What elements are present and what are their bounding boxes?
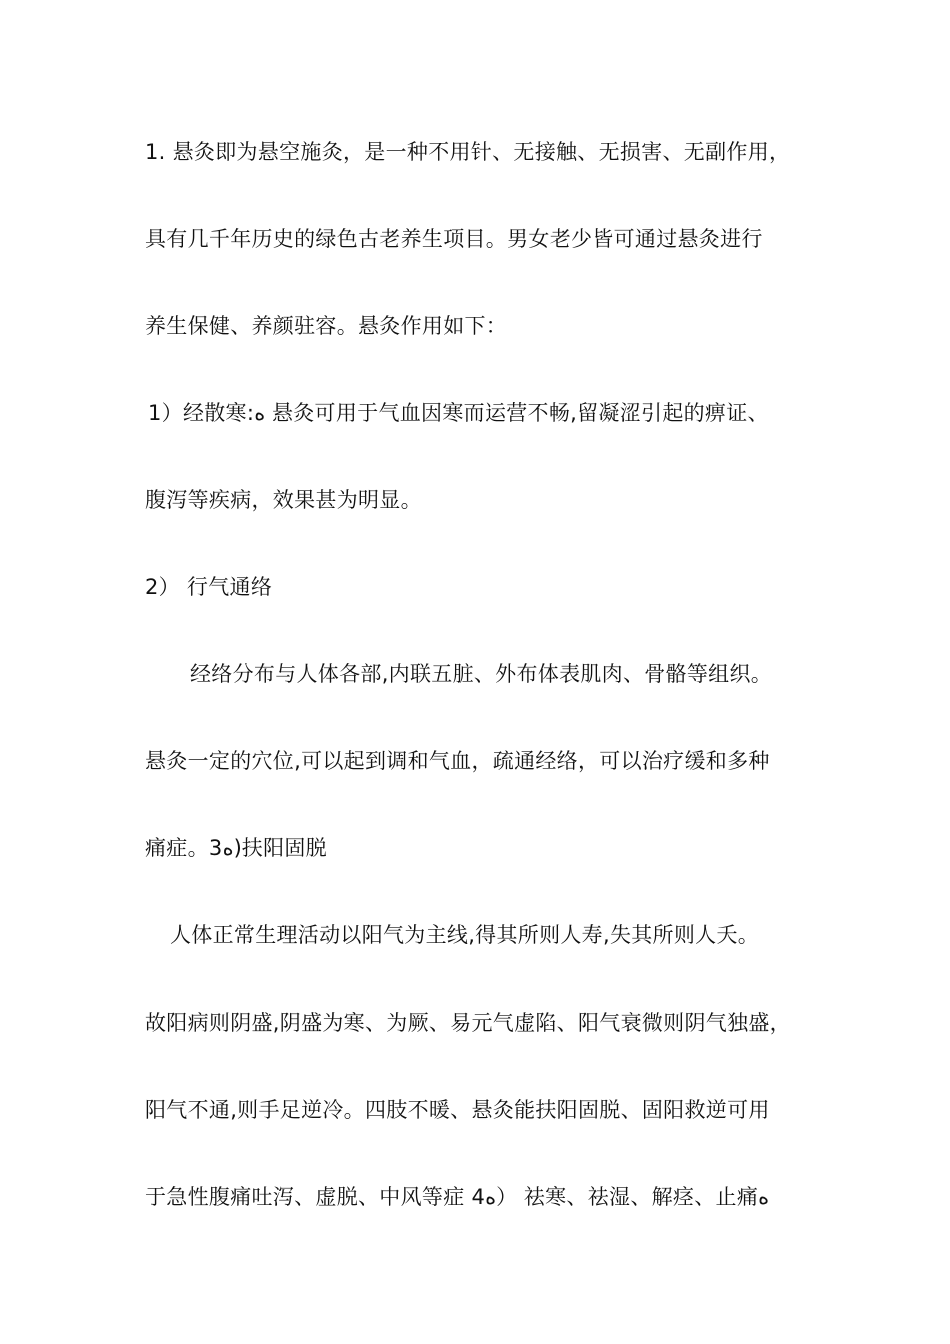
text-line-2: 具有几千年历史的绿色古老养生项目。男女老少皆可通过悬灸进行 xyxy=(145,227,763,251)
text-line-3: 养生保健、养颜驻容。悬灸作用如下： xyxy=(145,314,508,338)
text-line-7: 经络分布与人体各部,内联五脏、外布体表肌肉、骨骼等组织。 xyxy=(190,662,773,686)
text-line-9: 痛症。3ه)扶阳固脱 xyxy=(145,836,327,860)
text-line-10: 人体正常生理活动以阳气为主线,得其所则人寿,失其所则人夭。 xyxy=(170,923,760,947)
text-line-4: 1）经散寒:ه 悬灸可用于气血因寒而运营不畅,留凝涩引起的痹证、 xyxy=(148,401,769,425)
text-line-6: 2） 行气通络 xyxy=(145,575,273,599)
text-line-11: 故阳病则阴盛,阴盛为寒、为厥、易元气虚陷、阳气衰微则阴气独盛， xyxy=(145,1011,791,1035)
text-line-5: 腹泻等疾病，效果甚为明显。 xyxy=(145,488,422,512)
text-line-13: 于急性腹痛吐泻、虚脱、中风等症 4ه） 祛寒、祛湿、解痉、止痛ه xyxy=(145,1185,770,1209)
text-line-8: 悬灸一定的穴位,可以起到调和气血，疏通经络，可以治疗缓和多种 xyxy=(145,749,770,773)
text-line-1: 1. 悬灸即为悬空施灸，是一种不用针、无接触、无损害、无副作用， xyxy=(145,140,791,164)
text-line-12: 阳气不通,则手足逆冷。四肢不暖、悬灸能扶阳固脱、固阳救逆可用 xyxy=(145,1098,770,1122)
